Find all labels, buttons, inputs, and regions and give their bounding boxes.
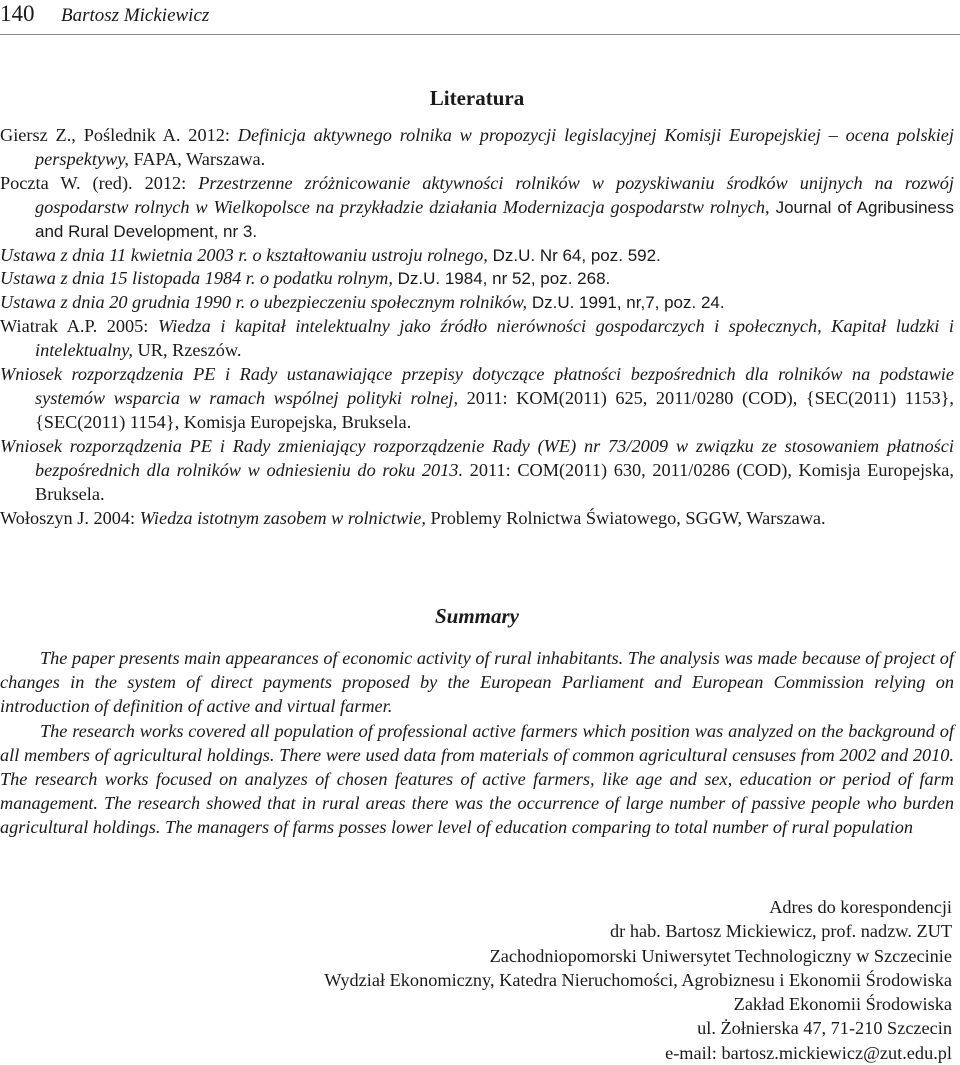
reference-source: FAPA, Warszawa. (128, 148, 266, 169)
reference-item (0, 507, 954, 531)
reference-title: Wiedza istotnym zasobem w rolnictwie, (139, 507, 426, 528)
reference-authors: Giersz Z., Poślednik A. 2012: (0, 125, 238, 145)
reference-item (0, 315, 954, 363)
summary-body (0, 646, 954, 840)
reference-source: 2011: COM(2011) 630, 2011/0286 (COD), Komisja Europejska, Bruksela. (35, 459, 954, 504)
reference-source: Dz.U. Nr 64, poz. 592. (487, 245, 661, 265)
reference-title: Ustawa z dnia 20 grudnia 1990 r. o ubezpieczeniu społecznym rolników, (0, 292, 528, 313)
reference-title: Wniosek rozporządzenia PE i Rady zmieniający rozporządzenie Rady (WE) nr 73/2009 w związku ze stosowaniem płatności bezpośrednich dla rolników w odniesieniu do roku 2013. (0, 435, 954, 480)
reference-item (0, 267, 954, 291)
address-street: ul. Żołnierska 47, 71-210 Szczecin (697, 1018, 952, 1039)
reference-source: Journal of Agribusiness and Rural Development, nr 3. (35, 197, 954, 241)
reference-item (0, 291, 954, 315)
page-number: 140 (0, 1, 35, 26)
address-heading: Adres do korespondencji (769, 897, 952, 917)
reference-title: Wniosek rozporządzenia PE i Rady ustanawiające przepisy dotyczące płatności bezpośrednich dla rolników na podstawie systemów wsparcia w ramach wspólnej polityki rolnej, (0, 364, 954, 408)
reference-title: Ustawa z dnia 11 kwietnia 2003 r. o kształtowaniu ustroju rolnego, (0, 244, 488, 265)
literature-title: Literatura (429, 86, 525, 110)
correspondence-address (132, 895, 952, 1065)
address-department: Zakład Ekonomii Środowiska (733, 994, 952, 1015)
address-faculty: Wydział Ekonomiczny, Katedra Nieruchomości, Agrobiznesu i Ekonomii Środowiska (324, 969, 952, 990)
summary-paragraph: The paper presents main appearances of economic activity of rural inhabitants. The analysis was made because of project of changes in the system of direct payments proposed by the European Parliament and European Commission relying on introduction of definition of active and virtual farmer. (0, 648, 954, 717)
reference-source: 2011: KOM(2011) 625, 2011/0280 (COD), {SEC(2011) 1153}, {SEC(2011) 1154}, Komisja Europejska, Bruksela. (35, 387, 954, 432)
reference-title: Wiedza i kapitał intelektualny jako źródło nierówności gospodarczych i społecznych, Kapitał ludzki i intelektualny, (35, 316, 955, 361)
reference-source: UR, Rzeszów. (132, 340, 242, 361)
reference-item (0, 435, 954, 507)
running-header (0, 0, 960, 32)
reference-authors: Poczta W. (red). 2012: (0, 172, 199, 193)
reference-authors: Wiatrak A.P. 2005: (0, 316, 158, 337)
reference-source: Problemy Rolnictwa Światowego, SGGW, Warszawa. (425, 507, 826, 528)
reference-title: Przestrzenne zróżnicowanie aktywności rolników w pozyskiwaniu środków unijnych na rozwój gospodarstw rolnych w Wielkopolsce na przykładzie działania Modernizacja gospodarstw rolnych, (35, 172, 955, 217)
reference-item (0, 244, 954, 268)
summary-title: Summary (434, 604, 520, 628)
reference-source: Dz.U. 1984, nr 52, poz. 268. (392, 269, 611, 289)
reference-item (0, 124, 954, 172)
reference-title: Ustawa z dnia 15 listopada 1984 r. o podatku rolnym, (0, 268, 393, 289)
address-email: e-mail: bartosz.mickiewicz@zut.edu.pl (665, 1042, 952, 1063)
address-author: dr hab. Bartosz Mickiewicz, prof. nadzw. ZUT (610, 921, 952, 942)
header-author: Bartosz Mickiewicz (61, 5, 210, 26)
reference-item (0, 172, 954, 244)
summary-paragraph: The research works covered all population of professional active farmers which position was analyzed on the background of all members of agricultural holdings. There were used data from materials of common agricultural censuses from 2002 and 2010. The research works focused on analyzes of chosen features of active farmers, like age and sex, education or period of farm management. The research showed that in rural areas there was the occurrence of large number of passive people who burden agricultural holdings. The managers of farms posses lower level of education comparing to total number of rural population (0, 720, 954, 838)
reference-authors: Wołoszyn J. 2004: (0, 507, 140, 528)
reference-list (0, 124, 954, 530)
header-rule (0, 34, 960, 35)
reference-title: Definicja aktywnego rolnika w propozycji legislacyjnej Komisji Europejskiej – ocena polskiej perspektywy, (35, 125, 954, 169)
reference-item (0, 363, 954, 435)
reference-source: Dz.U. 1991, nr,7, poz. 24. (527, 293, 725, 313)
address-university: Zachodniopomorski Uniwersytet Technologiczny w Szczecinie (489, 945, 952, 966)
